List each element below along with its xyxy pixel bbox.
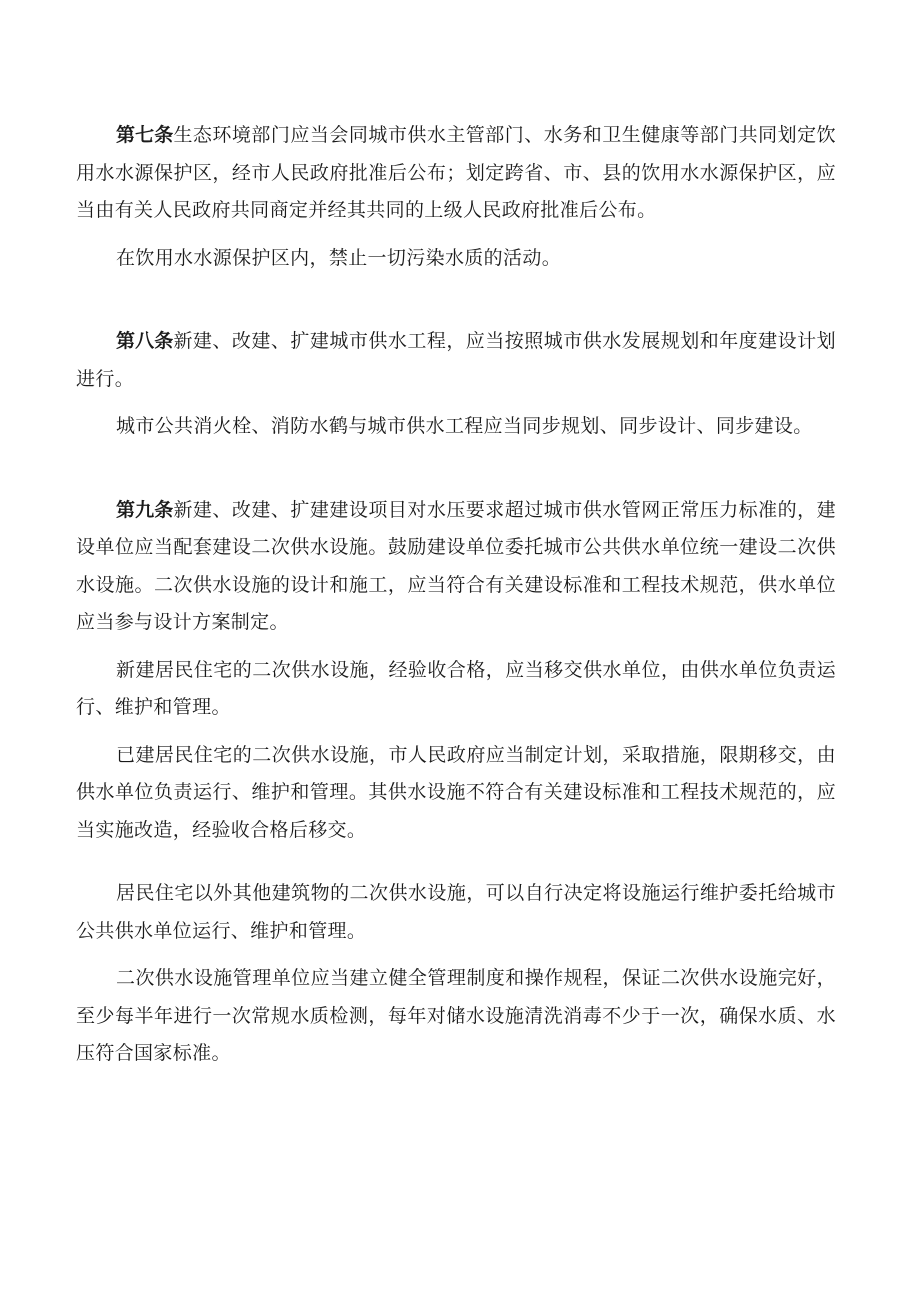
article-9-paragraph-2: 新建居民住宅的二次供水设施，经验收合格，应当移交供水单位，由供水单位负责运行、维护和管理。 — [76, 658, 836, 718]
article-9-text-1: 新建、改建、扩建建设项目对水压要求超过城市供水管网正常压力标准的，建设单位应当配套建设二次供水设施。鼓励建设单位委托城市公共供水单位统一建设二次供水设施。二次供水设施的设计和施工，应当符合有关建设标准和工程技术规范，供水单位应当参与设计方案制定。 — [76, 498, 836, 633]
article-8-heading: 第八条 — [116, 330, 174, 352]
article-9-paragraph-4: 居民住宅以外其他建筑物的二次供水设施，可以自行决定将设施运行维护委托给城市公共供水单位运行、维护和管理。 — [76, 882, 836, 942]
article-9-paragraph-5: 二次供水设施管理单位应当建立健全管理制度和操作规程，保证二次供水设施完好，至少每半年进行一次常规水质检测，每年对储水设施清洗消毒不少于一次，确保水质、水压符合国家标准。 — [76, 967, 836, 1064]
article-9-paragraph-1 — [76, 492, 836, 642]
document-page — [76, 117, 836, 1073]
article-9-paragraph-3: 已建居民住宅的二次供水设施，市人民政府应当制定计划，采取措施，限期移交，由供水单位负责运行、维护和管理。其供水设施不符合有关建设标准和工程技术规范的，应当实施改造，经验收合格后移交。 — [76, 743, 836, 841]
article-7-heading: 第七条 — [116, 124, 174, 146]
article-8-paragraph-2: 城市公共消火栓、消防水鹤与城市供水工程应当同步规划、同步设计、同步建设。 — [116, 415, 813, 437]
article-8-text-1: 新建、改建、扩建城市供水工程，应当按照城市供水发展规划和年度建设计划进行。 — [76, 330, 836, 390]
article-7-text-1: 生态环境部门应当会同城市供水主管部门、水务和卫生健康等部门共同划定饮用水水源保护区，经市人民政府批准后公布；划定跨省、市、县的饮用水水源保护区，应当由有关人民政府共同商定并经其共同的上级人民政府批准后公布。 — [76, 124, 836, 221]
article-7-paragraph-1 — [76, 117, 836, 230]
article-7-paragraph-2: 在饮用水水源保护区内，禁止一切污染水质的活动。 — [116, 246, 562, 269]
article-9-heading: 第九条 — [116, 498, 174, 521]
article-8-paragraph-1 — [76, 323, 836, 398]
